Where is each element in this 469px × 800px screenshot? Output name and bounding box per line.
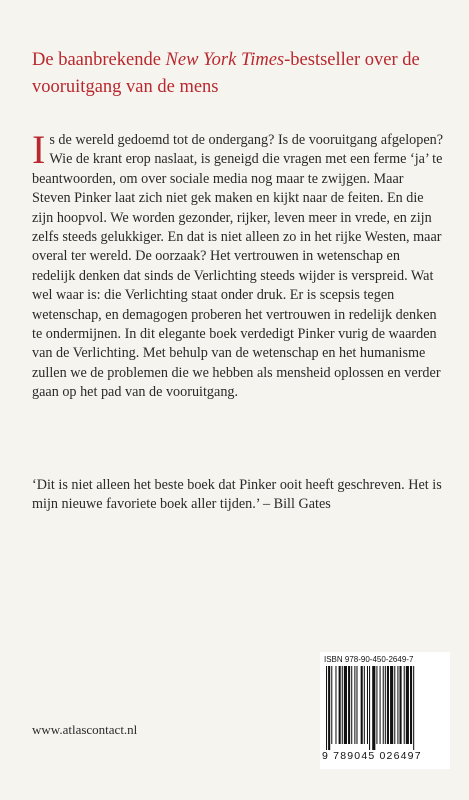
- blurb-paragraph: [32, 127, 444, 403]
- barcode-bar: [342, 666, 343, 744]
- barcode-bar: [344, 666, 347, 744]
- barcode-bar: [385, 666, 386, 744]
- barcode-bar: [348, 666, 350, 744]
- barcode-bar: [397, 666, 398, 744]
- barcode-bar: [351, 666, 352, 744]
- barcode-bar: [356, 666, 357, 744]
- barcode-bar: [339, 666, 341, 744]
- tagline: [32, 47, 442, 101]
- tagline-start: De baanbrekende: [32, 50, 166, 70]
- barcode-bar: [367, 666, 368, 744]
- barcode-bar: [380, 666, 381, 744]
- barcode-bar: [406, 666, 409, 744]
- isbn-label: ISBN 978-90-450-2649-7: [324, 655, 414, 664]
- barcode-digits: 9 789045 026497: [322, 750, 422, 762]
- endorsement-quote: ‘Dit is niet alleen het beste boek dat Pinker ooit heeft geschreven. Het is mijn nieuwe favoriete boek aller tijden.’ – Bill Gates: [32, 477, 442, 513]
- barcode-bar: [326, 666, 327, 750]
- barcode-bar: [390, 666, 393, 744]
- blurb-text: s de wereld gedoemd tot de ondergang? Is de vooruitgang afgelopen? Wie de krant erop naslaat, is geneigd die vragen met een ferme ‘ja’ te beantwoorden, om over sociale media nog maar te zwijgen. Maar Steven Pinker laat zich niet gek maken en kijkt naar de feiten. En die zijn hoopvol. We worden gezonder, rijker, leven meer in vrede, en zijn zelfs steeds gelukkiger. En dat is niet alleen zo in het rijke Westen, maar overal ter wereld. De oorzaak? Het vertrouwen in wetenschap en redelijk denken dat sinds de Verlichting steeds wijder is verspreid. Wat wel waar is: die Verlichting staat onder druk. Er is scepsis tegen wetenschap, en demagogen proberen het vertrouwen in redelijk denken te ondermijnen. In dit elegante boek verdedigt Pinker vurig de waarden van de Verlichting. Met behulp van de wetenschap en het humanisme zullen we de problemen die we hebben als mensheid oplossen en verder gaan op het pad van de vooruitgang.: [32, 132, 444, 401]
- barcode-bar: [335, 666, 336, 744]
- barcode-bar: [410, 666, 412, 744]
- barcode-bar: [372, 666, 375, 750]
- barcode-bar: [394, 666, 395, 744]
- barcode-bar: [383, 666, 384, 744]
- drop-cap: I: [32, 127, 46, 172]
- barcode-bar: [328, 666, 330, 750]
- barcode-area: [320, 652, 450, 769]
- barcode-bar: [413, 666, 414, 750]
- barcode-bar: [361, 666, 363, 744]
- barcode-bar: [354, 666, 355, 744]
- barcode-bar: [364, 666, 365, 744]
- barcode-icon: [326, 666, 444, 750]
- barcode-bar: [369, 666, 370, 750]
- barcode-bar: [376, 666, 377, 744]
- barcode-bar: [387, 666, 389, 744]
- barcode-bar: [404, 666, 405, 744]
- tagline-end: -bestseller over de vooruitgang van de mens: [32, 50, 420, 97]
- publisher-website: www.atlascontact.nl: [32, 722, 138, 737]
- barcode-bar: [400, 666, 402, 744]
- tagline-italic: New York Times: [165, 50, 285, 70]
- barcode-bar: [331, 666, 332, 744]
